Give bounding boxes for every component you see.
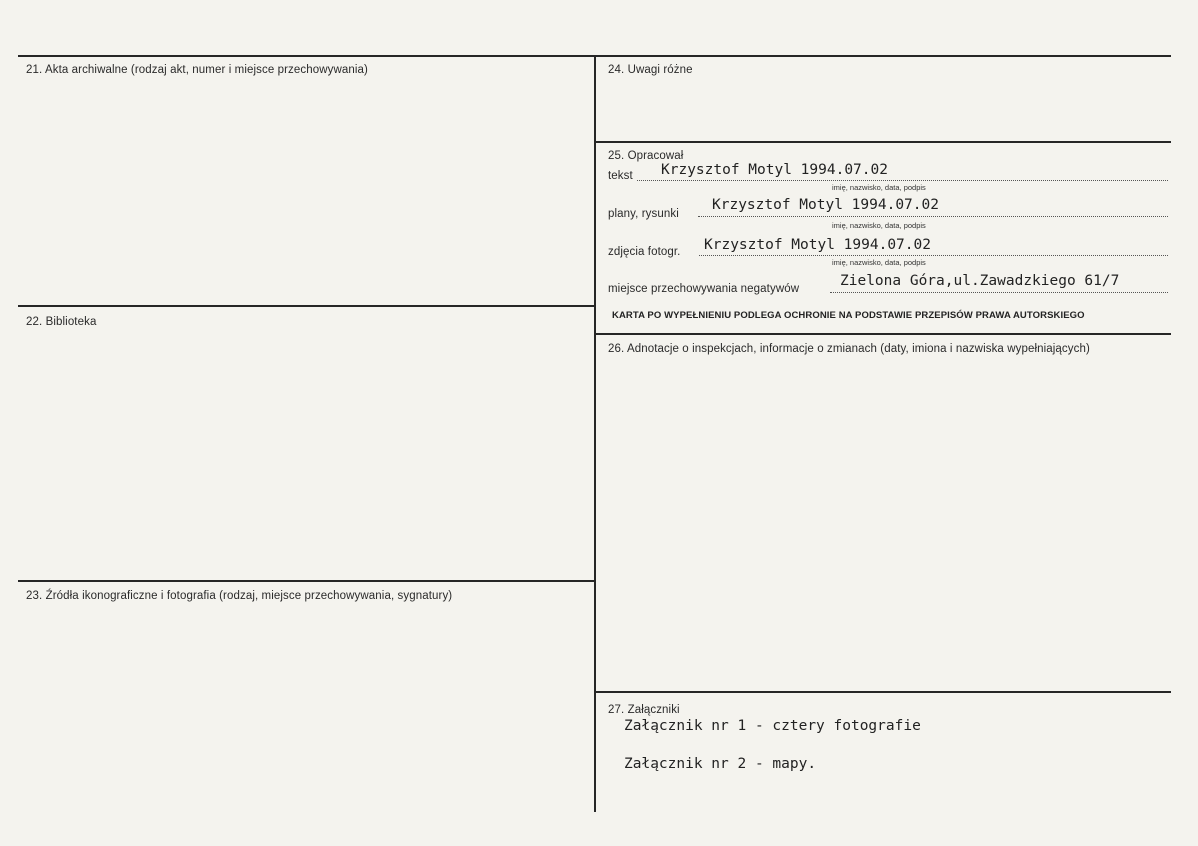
tekst-value: Krzysztof Motyl 1994.07.02 bbox=[661, 162, 888, 178]
center-divider bbox=[594, 55, 596, 812]
plany-hint: imię, nazwisko, data, podpis bbox=[832, 221, 926, 230]
rule-25-26 bbox=[594, 333, 1171, 335]
zdjecia-value: Krzysztof Motyl 1994.07.02 bbox=[704, 237, 931, 253]
section-24-label: 24. Uwagi różne bbox=[608, 64, 693, 76]
negatywy-dotted-line bbox=[830, 292, 1168, 293]
attachment-1: Załącznik nr 1 - cztery fotografie bbox=[624, 718, 921, 734]
plany-value: Krzysztof Motyl 1994.07.02 bbox=[712, 197, 939, 213]
section-23-label: 23. Źródła ikonograficzne i fotografia (rodzaj, miejsce przechowywania, sygnatury) bbox=[26, 590, 453, 602]
attachment-2: Załącznik nr 2 - mapy. bbox=[624, 756, 817, 772]
plany-dotted-line bbox=[698, 216, 1168, 217]
tekst-label: tekst bbox=[608, 170, 633, 182]
rule-21-22 bbox=[18, 305, 595, 307]
zdjecia-hint: imię, nazwisko, data, podpis bbox=[832, 258, 926, 267]
negatywy-value: Zielona Góra,ul.Zawadzkiego 61/7 bbox=[840, 273, 1120, 289]
rule-24-25 bbox=[594, 141, 1171, 143]
section-21-label: 21. Akta archiwalne (rodzaj akt, numer i miejsce przechowywania) bbox=[26, 64, 368, 76]
zdjecia-label: zdjęcia fotogr. bbox=[608, 246, 681, 258]
zdjecia-dotted-line bbox=[699, 255, 1168, 256]
section-25-label: 25. Opracował bbox=[608, 150, 684, 162]
section-22-label: 22. Biblioteka bbox=[26, 316, 97, 328]
rule-22-23 bbox=[18, 580, 595, 582]
tekst-dotted-line bbox=[637, 180, 1168, 181]
tekst-hint: imię, nazwisko, data, podpis bbox=[832, 183, 926, 192]
plany-label: plany, rysunki bbox=[608, 208, 679, 220]
rule-26-27 bbox=[594, 691, 1171, 693]
copyright-notice: KARTA PO WYPEŁNIENIU PODLEGA OCHRONIE NA PODSTAWIE PRZEPISÓW PRAWA AUTORSKIEGO bbox=[612, 310, 1085, 321]
section-26-label: 26. Adnotacje o inspekcjach, informacje o zmianach (daty, imiona i nazwiska wypełniających) bbox=[608, 343, 1090, 355]
negatywy-label: miejsce przechowywania negatywów bbox=[608, 283, 800, 295]
section-27-label: 27. Załączniki bbox=[608, 704, 680, 716]
